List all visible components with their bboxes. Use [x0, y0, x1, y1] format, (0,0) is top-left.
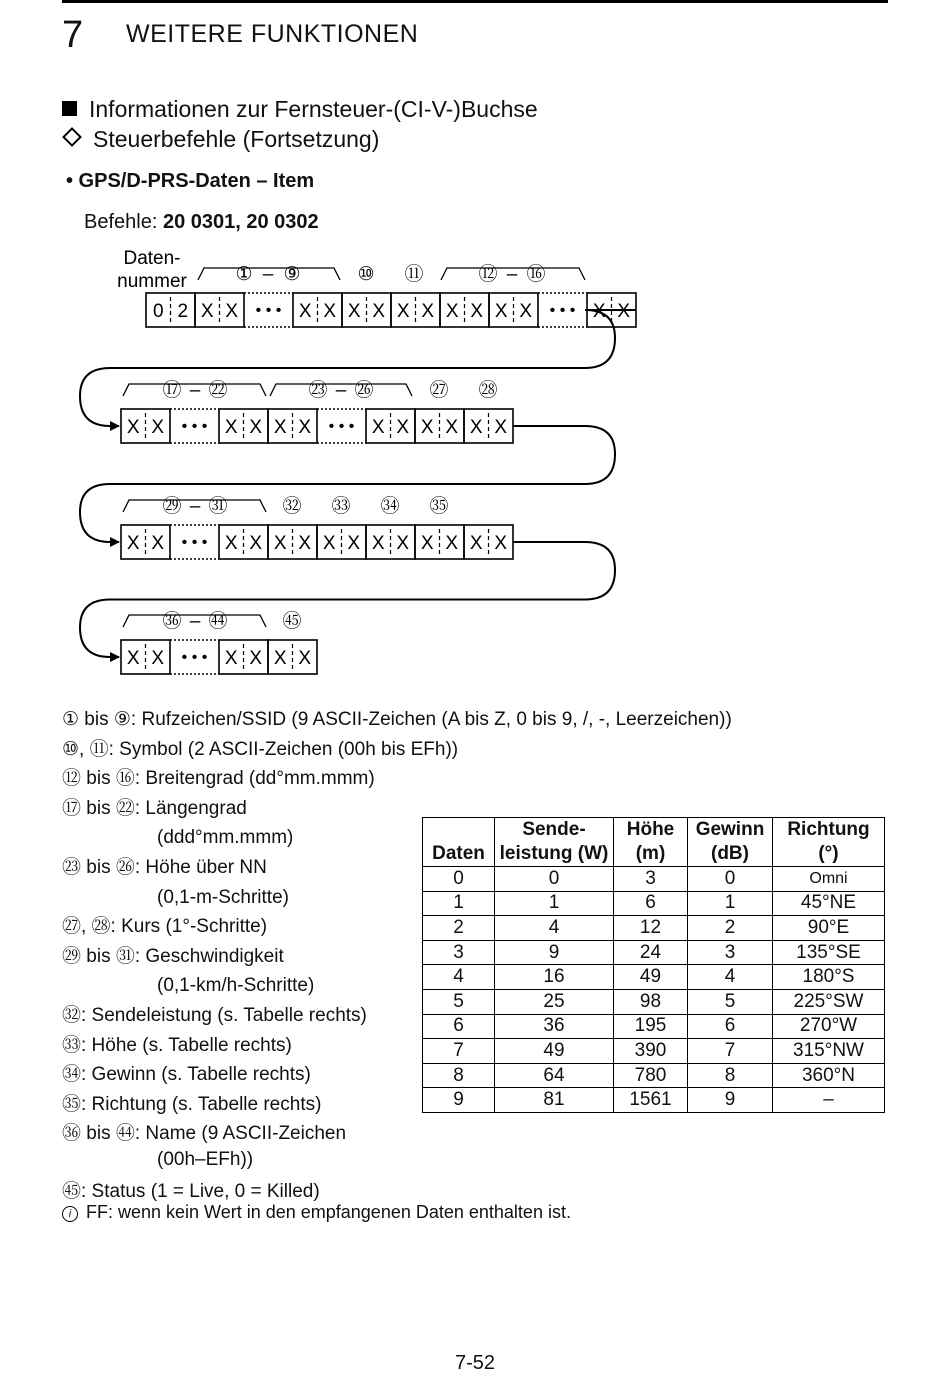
- value-table: [422, 817, 885, 1113]
- byte-char: X: [151, 417, 165, 438]
- byte-char: X: [225, 301, 239, 322]
- field-index-label: ㉞: [380, 496, 400, 517]
- byte-char: X: [469, 533, 483, 554]
- field-index-label: ⑰: [162, 380, 182, 401]
- legend-line: (0,1-km/h-Schritte): [157, 975, 315, 997]
- table-row: 0 0 3 0 Omni: [423, 867, 885, 892]
- field-index-label: ㉟: [429, 496, 449, 517]
- legend-line: ㉗, ㉘: Kurs (1°-Schritte): [62, 916, 268, 938]
- ellipsis-byte: [170, 409, 219, 443]
- byte-char: X: [420, 417, 434, 438]
- byte-char: X: [273, 648, 287, 669]
- data-byte: [219, 640, 268, 674]
- byte-char: X: [224, 417, 238, 438]
- data-byte: [268, 640, 317, 674]
- byte-char: X: [151, 648, 165, 669]
- data-byte: [268, 525, 317, 559]
- legend-line: ㉟: Richtung (s. Tabelle rechts): [62, 1093, 322, 1115]
- column-header-sendeleistung: Sende- leistung (W): [495, 818, 614, 867]
- field-index-label: ㉜: [282, 496, 302, 517]
- field-index-label: ㉓: [308, 380, 328, 401]
- data-byte: [268, 409, 317, 443]
- byte-char: X: [298, 533, 312, 554]
- data-byte: [121, 409, 170, 443]
- byte-char: X: [494, 417, 508, 438]
- table-row: 5 25 98 5 225°SW: [423, 989, 885, 1014]
- data-byte: [464, 525, 513, 559]
- byte-char: X: [224, 533, 238, 554]
- ellipsis-mark: • • •: [181, 418, 208, 435]
- field-index-label: ⑫: [478, 264, 498, 285]
- section-heading: Informationen zur Fernsteuer-(CI-V-)Buchse: [62, 96, 538, 123]
- field-index-label: –: [189, 496, 201, 517]
- byte-char: X: [322, 533, 336, 554]
- byte-char: X: [273, 417, 287, 438]
- table-row: 9 81 1561 9 –: [423, 1088, 885, 1113]
- command-byte-diagram: [0, 240, 950, 680]
- footnote: i FF: wenn kein Wert in den empfangenen Daten enthalten ist.: [62, 1202, 571, 1223]
- byte-char: X: [273, 533, 287, 554]
- table-row: 4 16 49 4 180°S: [423, 965, 885, 990]
- column-header-hoehe: Höhe (m): [614, 818, 688, 867]
- field-index-label: ㉒: [208, 380, 228, 401]
- byte-char: X: [298, 648, 312, 669]
- column-header-richtung: Richtung (°): [773, 818, 885, 867]
- table-row: 7 49 390 7 315°NW: [423, 1039, 885, 1064]
- field-index-label: ㉝: [331, 496, 351, 517]
- byte-char: X: [469, 417, 483, 438]
- data-byte: [195, 293, 244, 327]
- data-byte: [293, 293, 342, 327]
- field-index-label: ㉗: [429, 380, 449, 401]
- field-index-label: ㉖: [354, 380, 374, 401]
- byte-char: X: [126, 533, 140, 554]
- data-number-label: Daten-: [123, 248, 181, 269]
- byte-char: 2: [177, 301, 189, 322]
- field-index-label: ⑩: [357, 264, 375, 285]
- byte-char: X: [617, 301, 631, 322]
- byte-char: X: [396, 301, 410, 322]
- field-index-label: ㊱: [162, 611, 182, 632]
- item-title: • GPS/D-PRS-Daten – Item: [66, 170, 315, 192]
- byte-char: X: [298, 417, 312, 438]
- byte-char: X: [494, 533, 508, 554]
- legend-line: ㉞: Gewinn (s. Tabelle rechts): [62, 1064, 311, 1086]
- column-header-daten: Daten: [423, 818, 495, 867]
- field-index-label: ①: [235, 264, 253, 285]
- byte-char: X: [494, 301, 508, 322]
- legend-line: (0,1-m-Schritte): [157, 886, 289, 908]
- field-index-label: –: [189, 380, 201, 401]
- data-byte: [415, 525, 464, 559]
- ellipsis-byte: [538, 293, 587, 327]
- legend-line: (ddd°mm.mmm): [157, 827, 294, 849]
- table-row: 6 36 195 6 270°W: [423, 1014, 885, 1039]
- command-line: Befehle: 20 0301, 20 0302: [84, 211, 319, 233]
- column-header-gewinn: Gewinn (dB): [688, 818, 773, 867]
- byte-char: X: [224, 648, 238, 669]
- ellipsis-byte: [170, 525, 219, 559]
- legend-line: (00h–EFh)): [157, 1148, 254, 1170]
- byte-char: 0: [152, 301, 164, 322]
- byte-char: X: [323, 301, 337, 322]
- byte-char: X: [445, 301, 459, 322]
- data-byte: [146, 293, 195, 327]
- field-index-label: ⑯: [526, 264, 546, 285]
- legend-line: ⑰ bis ㉒: Längengrad: [62, 797, 247, 819]
- field-index-label: –: [506, 264, 518, 285]
- data-byte: [415, 409, 464, 443]
- byte-char: X: [200, 301, 214, 322]
- data-byte: [121, 525, 170, 559]
- data-number-label: nummer: [117, 271, 187, 292]
- data-byte: [366, 409, 415, 443]
- ellipsis-byte: [244, 293, 293, 327]
- field-index-label: –: [189, 611, 201, 632]
- data-byte: [366, 525, 415, 559]
- ellipsis-mark: • • •: [255, 302, 282, 319]
- data-byte: [440, 293, 489, 327]
- byte-char: X: [470, 301, 484, 322]
- header-rule: [62, 0, 888, 3]
- data-byte: [342, 293, 391, 327]
- ellipsis-mark: • • •: [549, 302, 576, 319]
- legend-line: ① bis ⑨: Rufzeichen/SSID (9 ASCII-Zeichen (A bis Z, 0 bis 9, /, -, Leerzeichen)): [62, 709, 732, 730]
- data-byte: [489, 293, 538, 327]
- field-index-label: –: [262, 264, 274, 285]
- byte-char: X: [396, 533, 410, 554]
- data-byte: [219, 409, 268, 443]
- byte-char: X: [421, 301, 435, 322]
- byte-char: X: [420, 533, 434, 554]
- legend-line: ⑫ bis ⑯: Breitengrad (dd°mm.mmm): [62, 768, 375, 790]
- field-index-label: –: [335, 380, 347, 401]
- ellipsis-mark: • • •: [181, 534, 208, 551]
- field-index-label: ㊹: [208, 611, 228, 632]
- legend-line: ㉓ bis ㉖: Höhe über NN: [62, 856, 267, 878]
- field-index-label: ㊺: [282, 611, 302, 632]
- field-index-label: ㉘: [478, 380, 498, 401]
- byte-char: X: [126, 648, 140, 669]
- legend-line: ㊺: Status (1 = Live, 0 = Killed): [62, 1180, 320, 1202]
- legend-line: ㉝: Höhe (s. Tabelle rechts): [62, 1034, 292, 1056]
- byte-char: X: [371, 417, 385, 438]
- byte-char: X: [592, 301, 606, 322]
- ellipsis-byte: [317, 409, 366, 443]
- data-byte: [121, 640, 170, 674]
- data-byte: [391, 293, 440, 327]
- byte-char: X: [151, 533, 165, 554]
- data-byte: [464, 409, 513, 443]
- chapter-number: 7: [62, 14, 84, 56]
- byte-char: X: [126, 417, 140, 438]
- data-byte: [317, 525, 366, 559]
- table-row: 8 64 780 8 360°N: [423, 1063, 885, 1088]
- legend-line: ㉙ bis ㉛: Geschwindigkeit: [62, 945, 284, 967]
- byte-char: X: [445, 533, 459, 554]
- byte-char: X: [347, 533, 361, 554]
- field-index-label: ⑨: [283, 264, 301, 285]
- square-bullet-icon: [62, 101, 77, 116]
- field-index-label: ⑪: [404, 264, 424, 285]
- legend-line: ⑩, ⑪: Symbol (2 ASCII-Zeichen (00h bis EFh)): [62, 738, 459, 760]
- subsection-heading: Steuerbefehle (Fortsetzung): [62, 126, 379, 153]
- table-row: 2 4 12 2 90°E: [423, 916, 885, 941]
- legend-line: ㊱ bis ㊹: Name (9 ASCII-Zeichen: [62, 1123, 347, 1145]
- ellipsis-mark: • • •: [181, 649, 208, 666]
- byte-char: X: [298, 301, 312, 322]
- byte-char: X: [445, 417, 459, 438]
- table-row: 1 1 6 1 45°NE: [423, 891, 885, 916]
- table-row: 3 9 24 3 135°SE: [423, 940, 885, 965]
- ellipsis-mark: • • •: [328, 418, 355, 435]
- byte-char: X: [371, 533, 385, 554]
- field-index-label: ㉙: [162, 496, 182, 517]
- byte-char: X: [347, 301, 361, 322]
- byte-char: X: [249, 648, 263, 669]
- legend-line: ㉜: Sendeleistung (s. Tabelle rechts): [62, 1004, 367, 1026]
- page-number: 7-52: [454, 1352, 496, 1374]
- byte-char: X: [396, 417, 410, 438]
- info-icon: i: [62, 1206, 78, 1222]
- chapter-title: WEITERE FUNKTIONEN: [126, 20, 419, 48]
- byte-char: X: [519, 301, 533, 322]
- byte-char: X: [249, 533, 263, 554]
- data-byte: [219, 525, 268, 559]
- field-index-label: ㉛: [208, 496, 228, 517]
- byte-char: X: [249, 417, 263, 438]
- diamond-bullet-icon: [62, 127, 82, 147]
- ellipsis-byte: [170, 640, 219, 674]
- byte-char: X: [372, 301, 386, 322]
